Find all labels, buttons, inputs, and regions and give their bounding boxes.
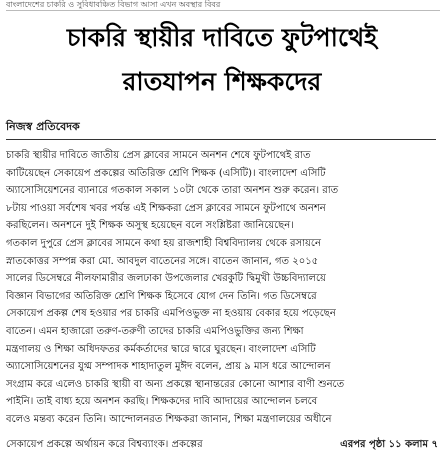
body-line: কাটিয়েছেন সেকায়েপ প্রকল্পের অতিরিক্ত শ্রেণি শিক্ষক (এসিটি)। বাংলাদেশ এসিটি [6, 167, 326, 179]
byline-divider [6, 139, 436, 140]
body-line: মন্ত্রণালয় ও শিক্ষা অধিদফতর কর্মকর্তাদের দ্বারে দ্বারে ঘুরছেন। বাংলাদেশ এসিটি [6, 343, 316, 355]
body-line: বলেও মন্তব্য করেন তিনি। আন্দোলনরত শিক্ষকরা জানান, শিক্ষা মন্ত্রণালয়ের অধীনে [6, 413, 332, 425]
headline-line-2: রাতযাপন শিক্ষকদের [122, 67, 322, 96]
article-body [6, 147, 438, 429]
byline: নিজস্ব প্রতিবেদক [6, 120, 80, 133]
body-line: স্নাতকোত্তর সম্পন্ন করা মো. আবদুল বাতেনের সঙ্গে। বাতেন জানান, গত ২০১৫ [6, 255, 319, 267]
body-line: বিজ্ঞান বিভাগের অতিরিক্ত শ্রেণি শিক্ষক হিসেবে যোগ দেন তিনি। গত ডিসেম্বরে [6, 290, 317, 302]
continued-on-page-label: এরপর পৃষ্ঠা ১১ কলাম ৭ [340, 439, 438, 450]
body-line: বাতেন। এমন হাজারো তরুণ-তরুণী তাদের চাকরি এমপিওভুক্তির জন্য শিক্ষা [6, 325, 304, 337]
body-line: গতকাল দুপুরে প্রেস ক্লাবের সামনে কথা হয় রাজশাহী বিশ্ববিদ্যালয় থেকে রসায়নে [6, 237, 321, 249]
body-line: সংগ্রাম করে এলেও চাকরি স্থায়ী বা অন্য প্রকল্পে স্থানান্তরের কোনো আশার বাণী শুনতে [6, 378, 345, 390]
body-last-line: সেকায়েপ প্রকল্পে অর্থায়ন করে বিশ্বব্যাংক। প্রকল্পের [6, 439, 203, 450]
headline [4, 16, 440, 104]
body-line: করছিলেন। অনশনে দুই শিক্ষক অসুস্থ হয়েছেন বলে সংশ্লিষ্টরা জানিয়েছেন। [6, 220, 294, 232]
headline-line-1: চাকরি স্থায়ীর দাবিতে ফুটপাথেই [66, 23, 378, 52]
body-line: ৮টায় পাওয়া সর্বশেষ খবর পর্যন্ত এই শিক্ষকরা প্রেস ক্লাবের সামনে ফুটপাথে অনশন [6, 202, 326, 214]
body-line: অ্যাসোসিয়েশনের যুগ্ম সম্পাদক শাহাদাতুল মুঈদ বলেন, প্রায় ৯ মাস ধরে আন্দোলন [6, 361, 331, 373]
body-line: চাকরি স্থায়ীর দাবিতে জাতীয় প্রেস ক্লাবের সামনে অনশন শেষে ফুটপাথেই রাত [6, 150, 311, 161]
cut-off-previous-line: বাংলাদেশের চাকরি ও সুবিধাবঞ্চিত বিভাগ আসা এখন অবস্থার বিবর [6, 0, 440, 11]
body-line: অ্যাসোসিয়েশনের ব্যানারে গতকাল সকাল ১০টা থেকে তারা অনশন শুরু করেন। রাত [6, 185, 339, 197]
article-footer-row [6, 436, 438, 454]
body-line: পাইনি। তাই বাধ্য হয়ে অনশন করছি। শিক্ষকদের দাবি আদায়ের আন্দোলন চলবে [6, 396, 318, 408]
body-line: সেকায়েপ প্রকল্প শেষ হওয়ার পর চাকরি এমপিওভুক্ত না হওয়ায় বেকার হয়ে পড়েছেন [6, 308, 336, 320]
body-line: সালের ডিসেম্বরে নীলফামারীর জলঢাকা উপজেলার খেরকুটি দ্বিমুখী উচ্চবিদ্যালয়ে [6, 273, 326, 285]
